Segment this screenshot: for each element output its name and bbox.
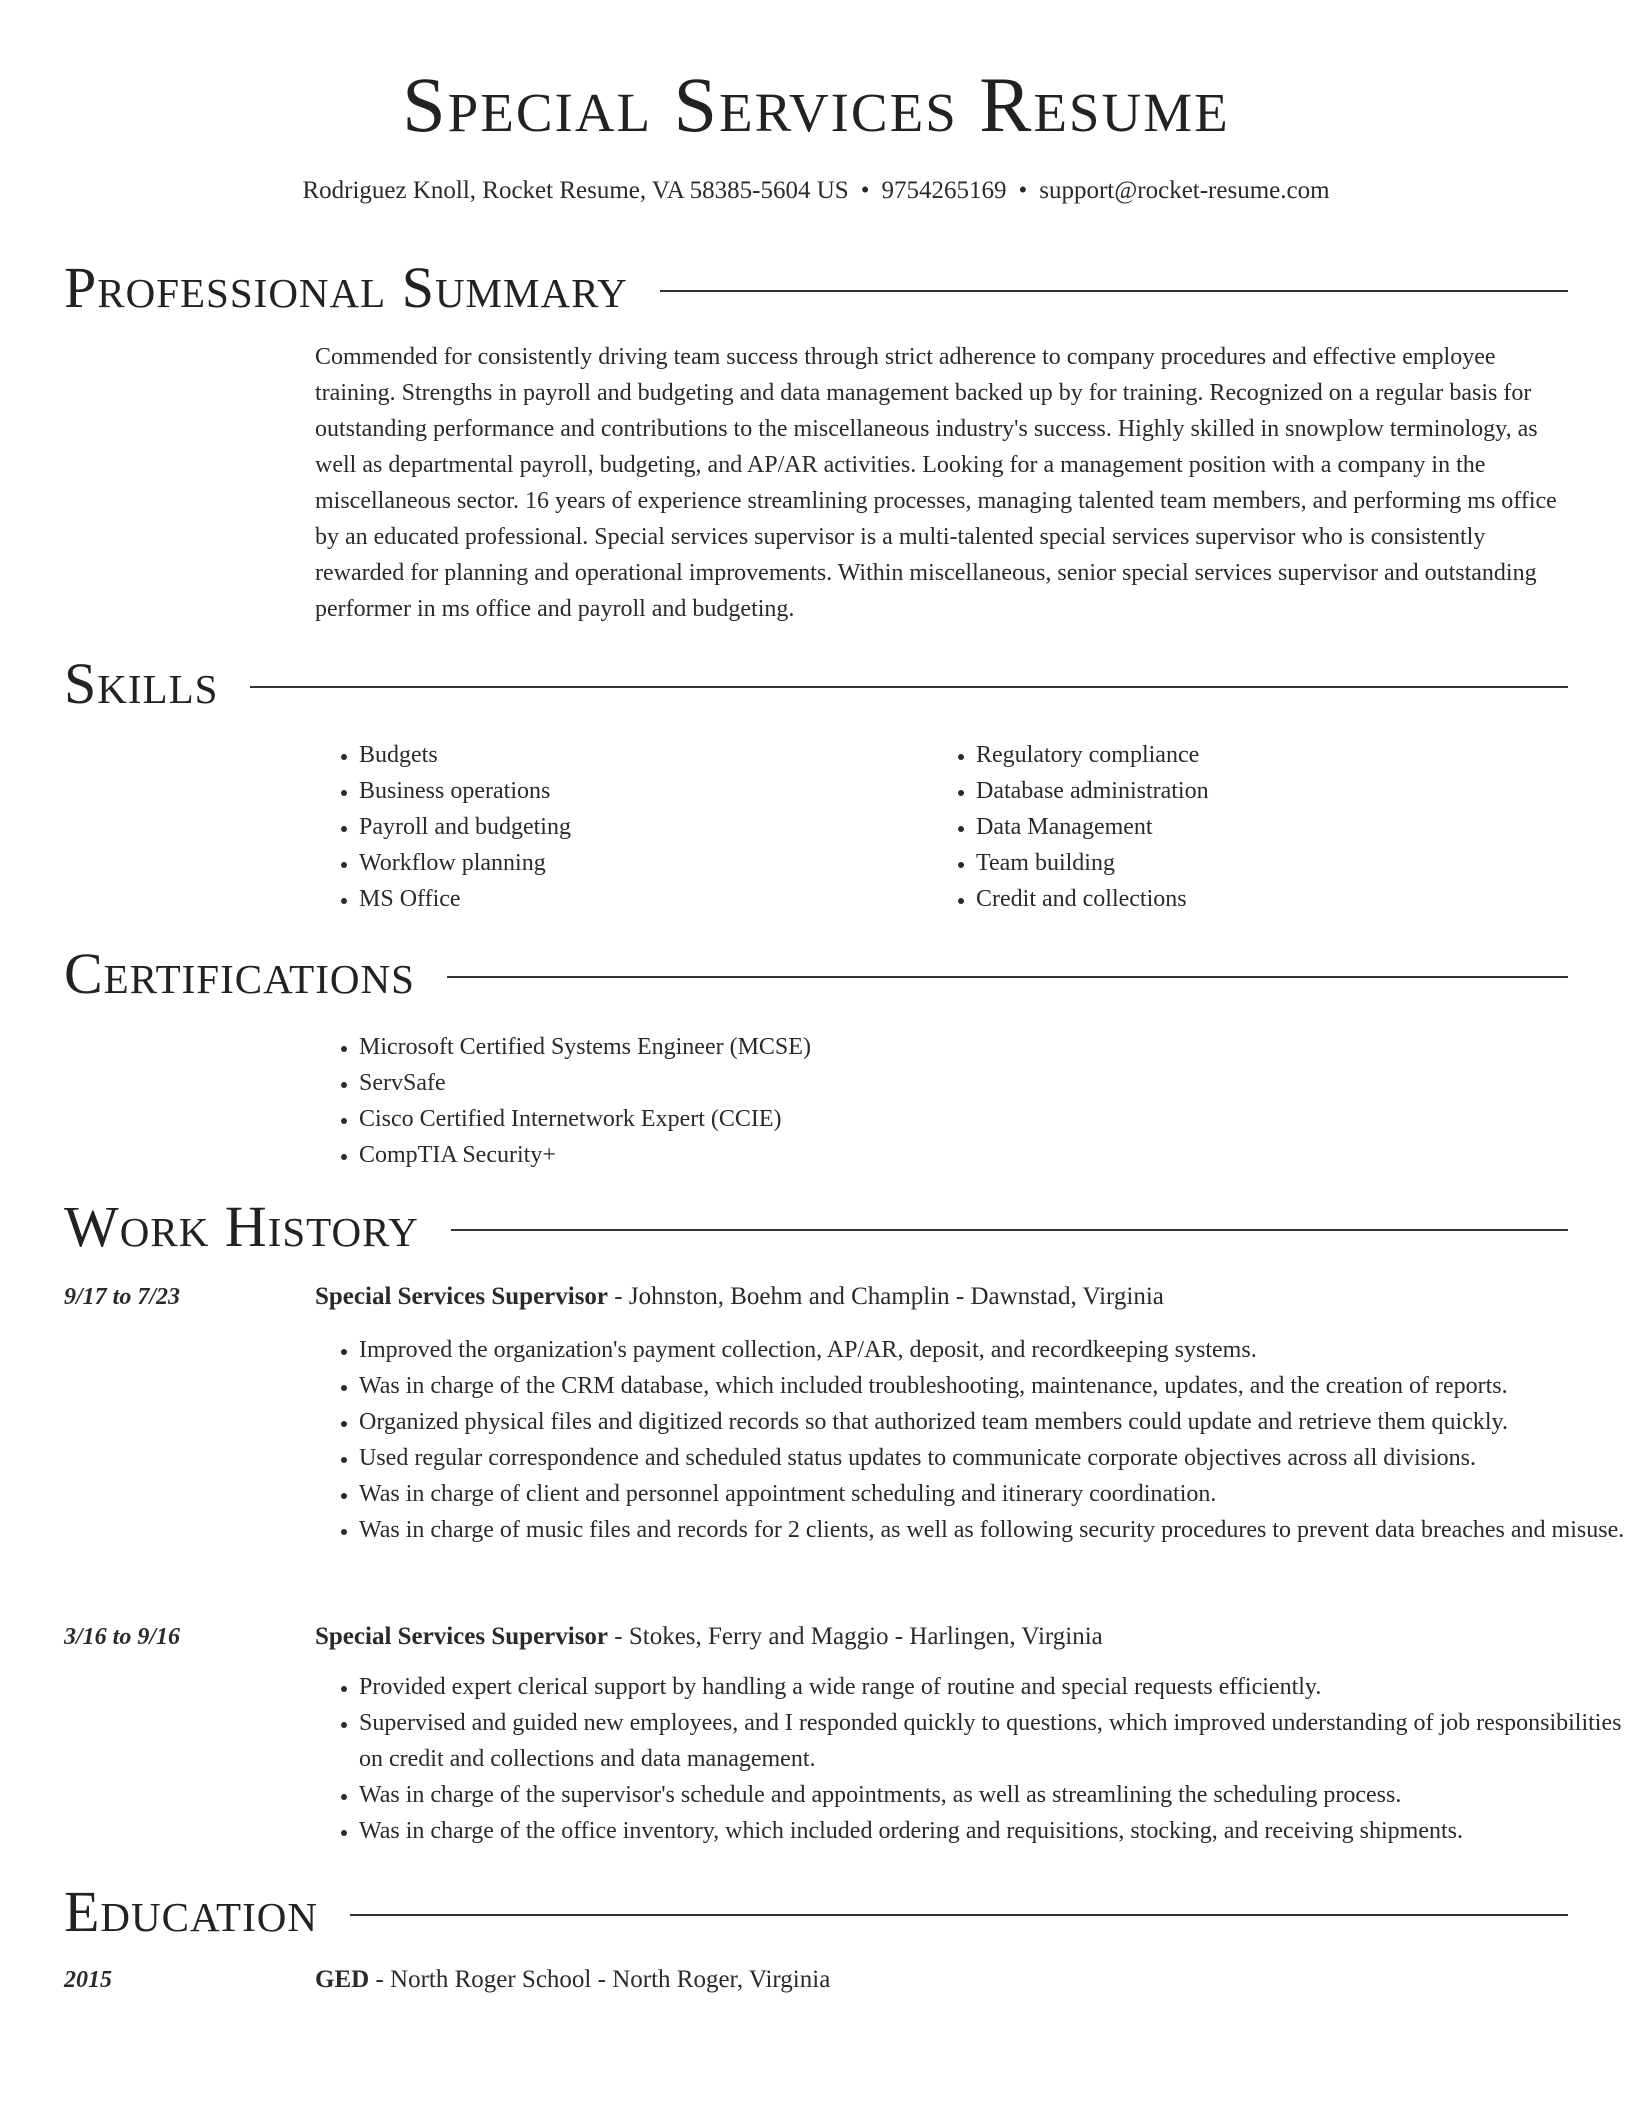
job-details: - Johnston, Boehm and Champlin - Dawnstad, Virginia [608,1283,1164,1310]
job-bullet-list [315,1669,1631,1849]
skill-item: • Data Management [976,809,1572,845]
section-divider [451,1229,1568,1231]
summary-paragraph: Commended for consistently driving team success through strict adherence to company procedures and effective employee training. Strengths in payroll and budgeting and data management backed up by for training. Recognized on a regular basis for outstanding performance and contributions to the miscellaneous industry's success. Highly skilled in snowplow terminology, as well as departmental payroll, budgeting, and AP/AR activities. Looking for a management position with a company in the miscellaneous sector. 16 years of experience streamlining processes, managing talented team members, and performing ms office by an educated professional. Special services supervisor is a multi-talented special services supervisor who is consistently rewarded for planning and operational improvements. Within miscellaneous, senior special services supervisor and outstanding performer in ms office and payroll and budgeting. [315,344,1557,622]
job-heading [315,1279,1164,1315]
education-heading [315,1962,830,1998]
skill-item: • Business operations [359,773,915,809]
contact-address: Rodriguez Knoll, Rocket Resume, VA 58385-5604 US [302,177,849,204]
contact-separator: • [1018,177,1028,204]
section-divider [250,686,1568,688]
certification-item: • CompTIA Security+ [359,1137,1571,1173]
section-heading: Certifications [64,941,415,1006]
skills-column-right [932,737,1572,917]
skill-item: • Payroll and budgeting [359,809,915,845]
contact-phone: 9754265169 [881,177,1007,204]
job-bullet: • Was in charge of the CRM database, which included troubleshooting, maintenance, updates, and the creation of reports. [359,1368,1631,1404]
job-role: Special Services Supervisor [315,1283,609,1310]
section-skills [64,651,1568,717]
section-work-history [64,1194,1568,1260]
section-divider [660,290,1568,292]
section-divider [350,1914,1568,1916]
skill-item: • Regulatory compliance [976,737,1572,773]
skill-item: • Database administration [976,773,1572,809]
education-degree: GED [315,1966,370,1993]
skill-item: • Credit and collections [976,881,1572,917]
certification-item: • Cisco Certified Internetwork Expert (CCIE) [359,1101,1571,1137]
job-bullet: • Provided expert clerical support by handling a wide range of routine and special requests efficiently. [359,1669,1631,1705]
job-bullet: • Improved the organization's payment collection, AP/AR, deposit, and recordkeeping systems. [359,1332,1631,1368]
section-divider [447,976,1568,978]
certifications-list [315,1029,1571,1173]
section-heading: Skills [64,651,219,716]
job-bullet-list [315,1332,1631,1548]
certification-item: • ServSafe [359,1065,1571,1101]
skill-item: • Budgets [359,737,915,773]
education-details: - North Roger School - North Roger, Virginia [369,1966,831,1993]
contact-line [0,174,1632,208]
skill-item: • Workflow planning [359,845,915,881]
job-details: - Stokes, Ferry and Maggio - Harlingen, Virginia [608,1623,1103,1650]
section-professional-summary [64,255,1568,321]
contact-email: support@rocket-resume.com [1039,177,1330,204]
contact-separator: • [860,177,870,204]
job-bullet: • Used regular correspondence and scheduled status updates to communicate corporate objectives across all divisions. [359,1440,1631,1476]
job-bullet: • Organized physical files and digitized records so that authorized team members could update and retrieve them quickly. [359,1404,1631,1440]
job-bullet: • Was in charge of the office inventory, which included ordering and requisitions, stocking, and receiving shipments. [359,1813,1631,1849]
skill-item: • Team building [976,845,1572,881]
section-certifications [64,941,1568,1007]
job-bullet: • Was in charge of music files and records for 2 clients, as well as following security procedures to prevent data breaches and misuse. [359,1512,1631,1548]
resume-title: Special Services Resume [402,61,1230,148]
certification-item: • Microsoft Certified Systems Engineer (MCSE) [359,1029,1571,1065]
job-bullet: • Supervised and guided new employees, and I responded quickly to questions, which improved understanding of job responsibilities on credit and collections and data management. [359,1705,1631,1777]
job-dates: 9/17 to 7/23 [64,1284,181,1310]
job-bullet: • Was in charge of the supervisor's schedule and appointments, as well as streamlining the scheduling process. [359,1777,1631,1813]
job-bullet: • Was in charge of client and personnel appointment scheduling and itinerary coordination. [359,1476,1631,1512]
education-year: 2015 [64,1967,112,1993]
skills-column-left [315,737,915,917]
skill-item: • MS Office [359,881,915,917]
section-heading: Professional Summary [64,255,628,320]
section-heading: Work History [64,1194,419,1259]
job-heading [315,1619,1103,1655]
job-dates: 3/16 to 9/16 [64,1624,181,1650]
section-heading: Education [64,1879,318,1944]
section-education [64,1879,1568,1945]
job-role: Special Services Supervisor [315,1623,609,1650]
